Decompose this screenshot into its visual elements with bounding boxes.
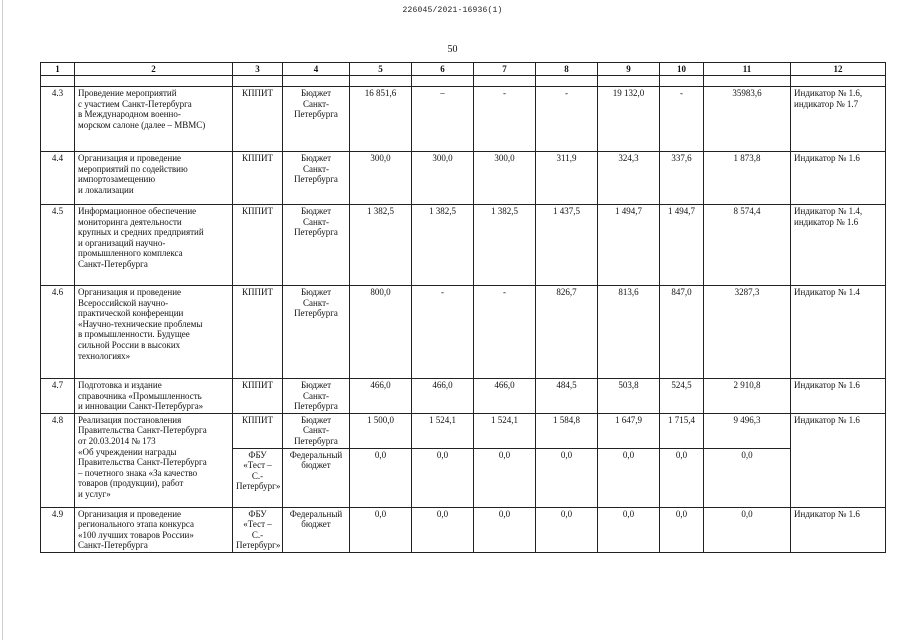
header-cell: 10 [660, 63, 704, 76]
executor: КППИТ [233, 205, 283, 286]
executor: ФБУ «Тест – С.- Петербург» [233, 448, 283, 507]
activity-name: Организация и проведение регионального этапа конкурса «100 лучших товаров России» Санкт-Петербурга [75, 507, 233, 552]
executor: ФБУ «Тест – С.- Петербург» [233, 507, 283, 552]
indicator-cell: Индикатор № 1.6 [791, 379, 886, 414]
row-number: 4.5 [41, 205, 75, 286]
funding-source: Бюджет Санкт- Петербурга [283, 413, 350, 448]
indicator-cell: Индикатор № 1.6 [791, 507, 886, 552]
value-cell: - [412, 286, 474, 379]
indicator-cell: Индикатор № 1.4 [791, 286, 886, 379]
header-cell: 8 [536, 63, 598, 76]
value-cell: 466,0 [412, 379, 474, 414]
header-cell: 2 [75, 63, 233, 76]
program-activities-table [40, 62, 886, 553]
value-cell: 800,0 [350, 286, 412, 379]
row-number: 4.9 [41, 507, 75, 552]
header-cell: 3 [233, 63, 283, 76]
value-cell: 0,0 [474, 507, 536, 552]
value-cell: 337,6 [660, 152, 704, 205]
row-number: 4.6 [41, 286, 75, 379]
value-cell: 466,0 [474, 379, 536, 414]
funding-source: Бюджет Санкт- Петербурга [283, 152, 350, 205]
value-cell: 484,5 [536, 379, 598, 414]
executor: КППИТ [233, 413, 283, 448]
executor: КППИТ [233, 152, 283, 205]
row-number: 4.3 [41, 87, 75, 152]
value-cell: 1 494,7 [660, 205, 704, 286]
value-cell: - [660, 87, 704, 152]
table-header-row [41, 63, 886, 76]
value-cell: 826,7 [536, 286, 598, 379]
total-cell: 3287,3 [704, 286, 791, 379]
value-cell: 0,0 [350, 448, 412, 507]
row-number: 4.4 [41, 152, 75, 205]
scan-edge-line [2, 0, 3, 640]
value-cell: 1 584,8 [536, 413, 598, 448]
funding-source: Федеральный бюджет [283, 507, 350, 552]
value-cell: 847,0 [660, 286, 704, 379]
value-cell: 1 494,7 [598, 205, 660, 286]
funding-source: Бюджет Санкт- Петербурга [283, 286, 350, 379]
value-cell: 0,0 [660, 448, 704, 507]
executor: КППИТ [233, 87, 283, 152]
header-cell: 1 [41, 63, 75, 76]
value-cell: - [474, 286, 536, 379]
value-cell: 0,0 [536, 507, 598, 552]
value-cell: 0,0 [598, 448, 660, 507]
total-cell: 2 910,8 [704, 379, 791, 414]
value-cell: - [536, 87, 598, 152]
value-cell: 300,0 [474, 152, 536, 205]
activity-name: Информационное обеспечение мониторинга деятельности крупных и средних предприятий и организаций научно- промышленного комплекса Санкт-Петербурга [75, 205, 233, 286]
value-cell: 1 500,0 [350, 413, 412, 448]
value-cell: 0,0 [350, 507, 412, 552]
table-row [41, 87, 886, 152]
value-cell: 0,0 [474, 448, 536, 507]
value-cell: – [412, 87, 474, 152]
value-cell: 1 382,5 [412, 205, 474, 286]
value-cell: 300,0 [350, 152, 412, 205]
value-cell: 503,8 [598, 379, 660, 414]
page-number: 50 [447, 44, 458, 55]
value-cell: 324,3 [598, 152, 660, 205]
total-cell: 0,0 [704, 507, 791, 552]
indicator-cell: Индикатор № 1.4, индикатор № 1.6 [791, 205, 886, 286]
table-row [41, 286, 886, 379]
document-id-stamp: 226045/2021-16936(1) [402, 6, 503, 15]
header-cell: 12 [791, 63, 886, 76]
indicator-cell: Индикатор № 1.6 [791, 413, 886, 507]
value-cell: 311,9 [536, 152, 598, 205]
funding-source: Федеральный бюджет [283, 448, 350, 507]
activity-name: Проведение мероприятий с участием Санкт-Петербурга в Международном военно- морском салоне (далее – МВМС) [75, 87, 233, 152]
table-row [41, 507, 886, 552]
executor: КППИТ [233, 379, 283, 414]
value-cell: 1 382,5 [350, 205, 412, 286]
total-cell: 0,0 [704, 448, 791, 507]
value-cell: 0,0 [412, 507, 474, 552]
funding-source: Бюджет Санкт- Петербурга [283, 87, 350, 152]
row-number: 4.7 [41, 379, 75, 414]
indicator-cell: Индикатор № 1.6 [791, 152, 886, 205]
value-cell: 0,0 [598, 507, 660, 552]
table-spacer-row [41, 76, 886, 87]
value-cell: 1 524,1 [474, 413, 536, 448]
table-row [41, 152, 886, 205]
value-cell: 1 524,1 [412, 413, 474, 448]
value-cell: 0,0 [412, 448, 474, 507]
activity-name: Подготовка и издание справочника «Промышленность и инновации Санкт-Петербурга» [75, 379, 233, 414]
funding-source: Бюджет Санкт- Петербурга [283, 205, 350, 286]
value-cell: 1 647,9 [598, 413, 660, 448]
header-cell: 7 [474, 63, 536, 76]
header-cell: 9 [598, 63, 660, 76]
table-row [41, 205, 886, 286]
value-cell: 16 851,6 [350, 87, 412, 152]
total-cell: 8 574,4 [704, 205, 791, 286]
value-cell: 466,0 [350, 379, 412, 414]
value-cell: 0,0 [660, 507, 704, 552]
value-cell: 524,5 [660, 379, 704, 414]
activity-name: Реализация постановления Правительства Санкт-Петербурга от 20.03.2014 № 173 «Об учреждении награды Правительства Санкт-Петербурга – почетного знака «За качество товаров (продукции), работ и услуг» [75, 413, 233, 507]
value-cell: 1 382,5 [474, 205, 536, 286]
table-row [41, 379, 886, 414]
row-number: 4.8 [41, 413, 75, 507]
indicator-cell: Индикатор № 1.6, индикатор № 1.7 [791, 87, 886, 152]
value-cell: 19 132,0 [598, 87, 660, 152]
activity-name: Организация и проведение мероприятий по содействию импортозамещению и локализации [75, 152, 233, 205]
value-cell: 1 715,4 [660, 413, 704, 448]
executor: КППИТ [233, 286, 283, 379]
funding-source: Бюджет Санкт- Петербурга [283, 379, 350, 414]
value-cell: 813,6 [598, 286, 660, 379]
value-cell: 0,0 [536, 448, 598, 507]
table-row [41, 413, 886, 448]
total-cell: 35983,6 [704, 87, 791, 152]
value-cell: - [474, 87, 536, 152]
header-cell: 11 [704, 63, 791, 76]
activity-name: Организация и проведение Всероссийской научно- практической конференции «Научно-технические проблемы в промышленности. Будущее сильной России в высоких технологиях» [75, 286, 233, 379]
header-cell: 4 [283, 63, 350, 76]
value-cell: 1 437,5 [536, 205, 598, 286]
total-cell: 1 873,8 [704, 152, 791, 205]
value-cell: 300,0 [412, 152, 474, 205]
header-cell: 6 [412, 63, 474, 76]
header-cell: 5 [350, 63, 412, 76]
total-cell: 9 496,3 [704, 413, 791, 448]
